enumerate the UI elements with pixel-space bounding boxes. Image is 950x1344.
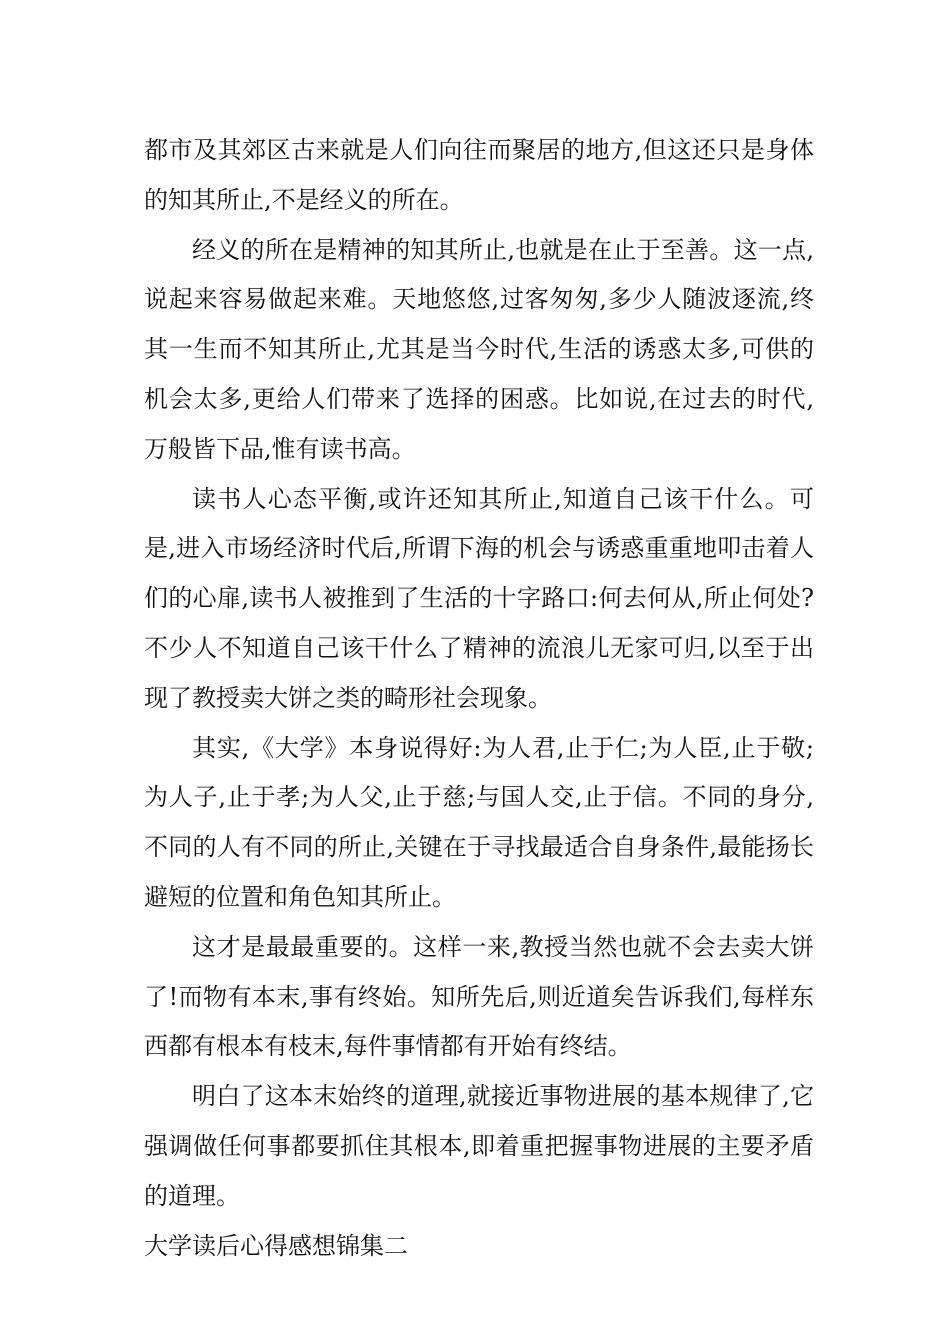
- paragraph-3: 读书人心态平衡,或许还知其所止,知道自己该干什么。可是,进入市场经济时代后,所谓下海的机会与诱惑重重地叩击着人们的心扉,读书人被推到了生活的十字路口:何去何从,所止何处?不少人不知道自己该干什么了精神的流浪儿无家可归,以至于出现了教授卖大饼之类的畸形社会现象。: [144, 484, 814, 712]
- document-body: [144, 126, 814, 1271]
- paragraph-5: 这才是最最重要的。这样一来,教授当然也就不会去卖大饼了!而物有本末,事有终始。知所先后,则近道矣告诉我们,每样东西都有根本有枝末,每件事情都有开始有终结。: [144, 932, 814, 1061]
- paragraph-1: 都市及其郊区古来就是人们向往而聚居的地方,但这还只是身体的知其所止,不是经义的所在。: [144, 136, 814, 214]
- section-heading: 大学读后心得感想锦集二: [144, 1231, 408, 1260]
- paragraph-4: 其实,《大学》本身说得好:为人君,止于仁;为人臣,止于敬;为人子,止于孝;为人父,止于慈;与国人交,止于信。不同的身分,不同的人有不同的所止,关键在于寻找最适合自身条件,最能扬长避短的位置和角色知其所止。: [144, 733, 814, 911]
- paragraph-2: 经义的所在是精神的知其所止,也就是在止于至善。这一点,说起来容易做起来难。天地悠悠,过客匆匆,多少人随波逐流,终其一生而不知其所止,尤其是当今时代,生活的诱惑太多,可供的机会太多,更给人们带来了选择的困惑。比如说,在过去的时代,万般皆下品,惟有读书高。: [144, 235, 814, 463]
- paragraph-6: 明白了这本末始终的道理,就接近事物进展的基本规律了,它强调做任何事都要抓住其根本,即着重把握事物进展的主要矛盾的道理。: [144, 1082, 814, 1210]
